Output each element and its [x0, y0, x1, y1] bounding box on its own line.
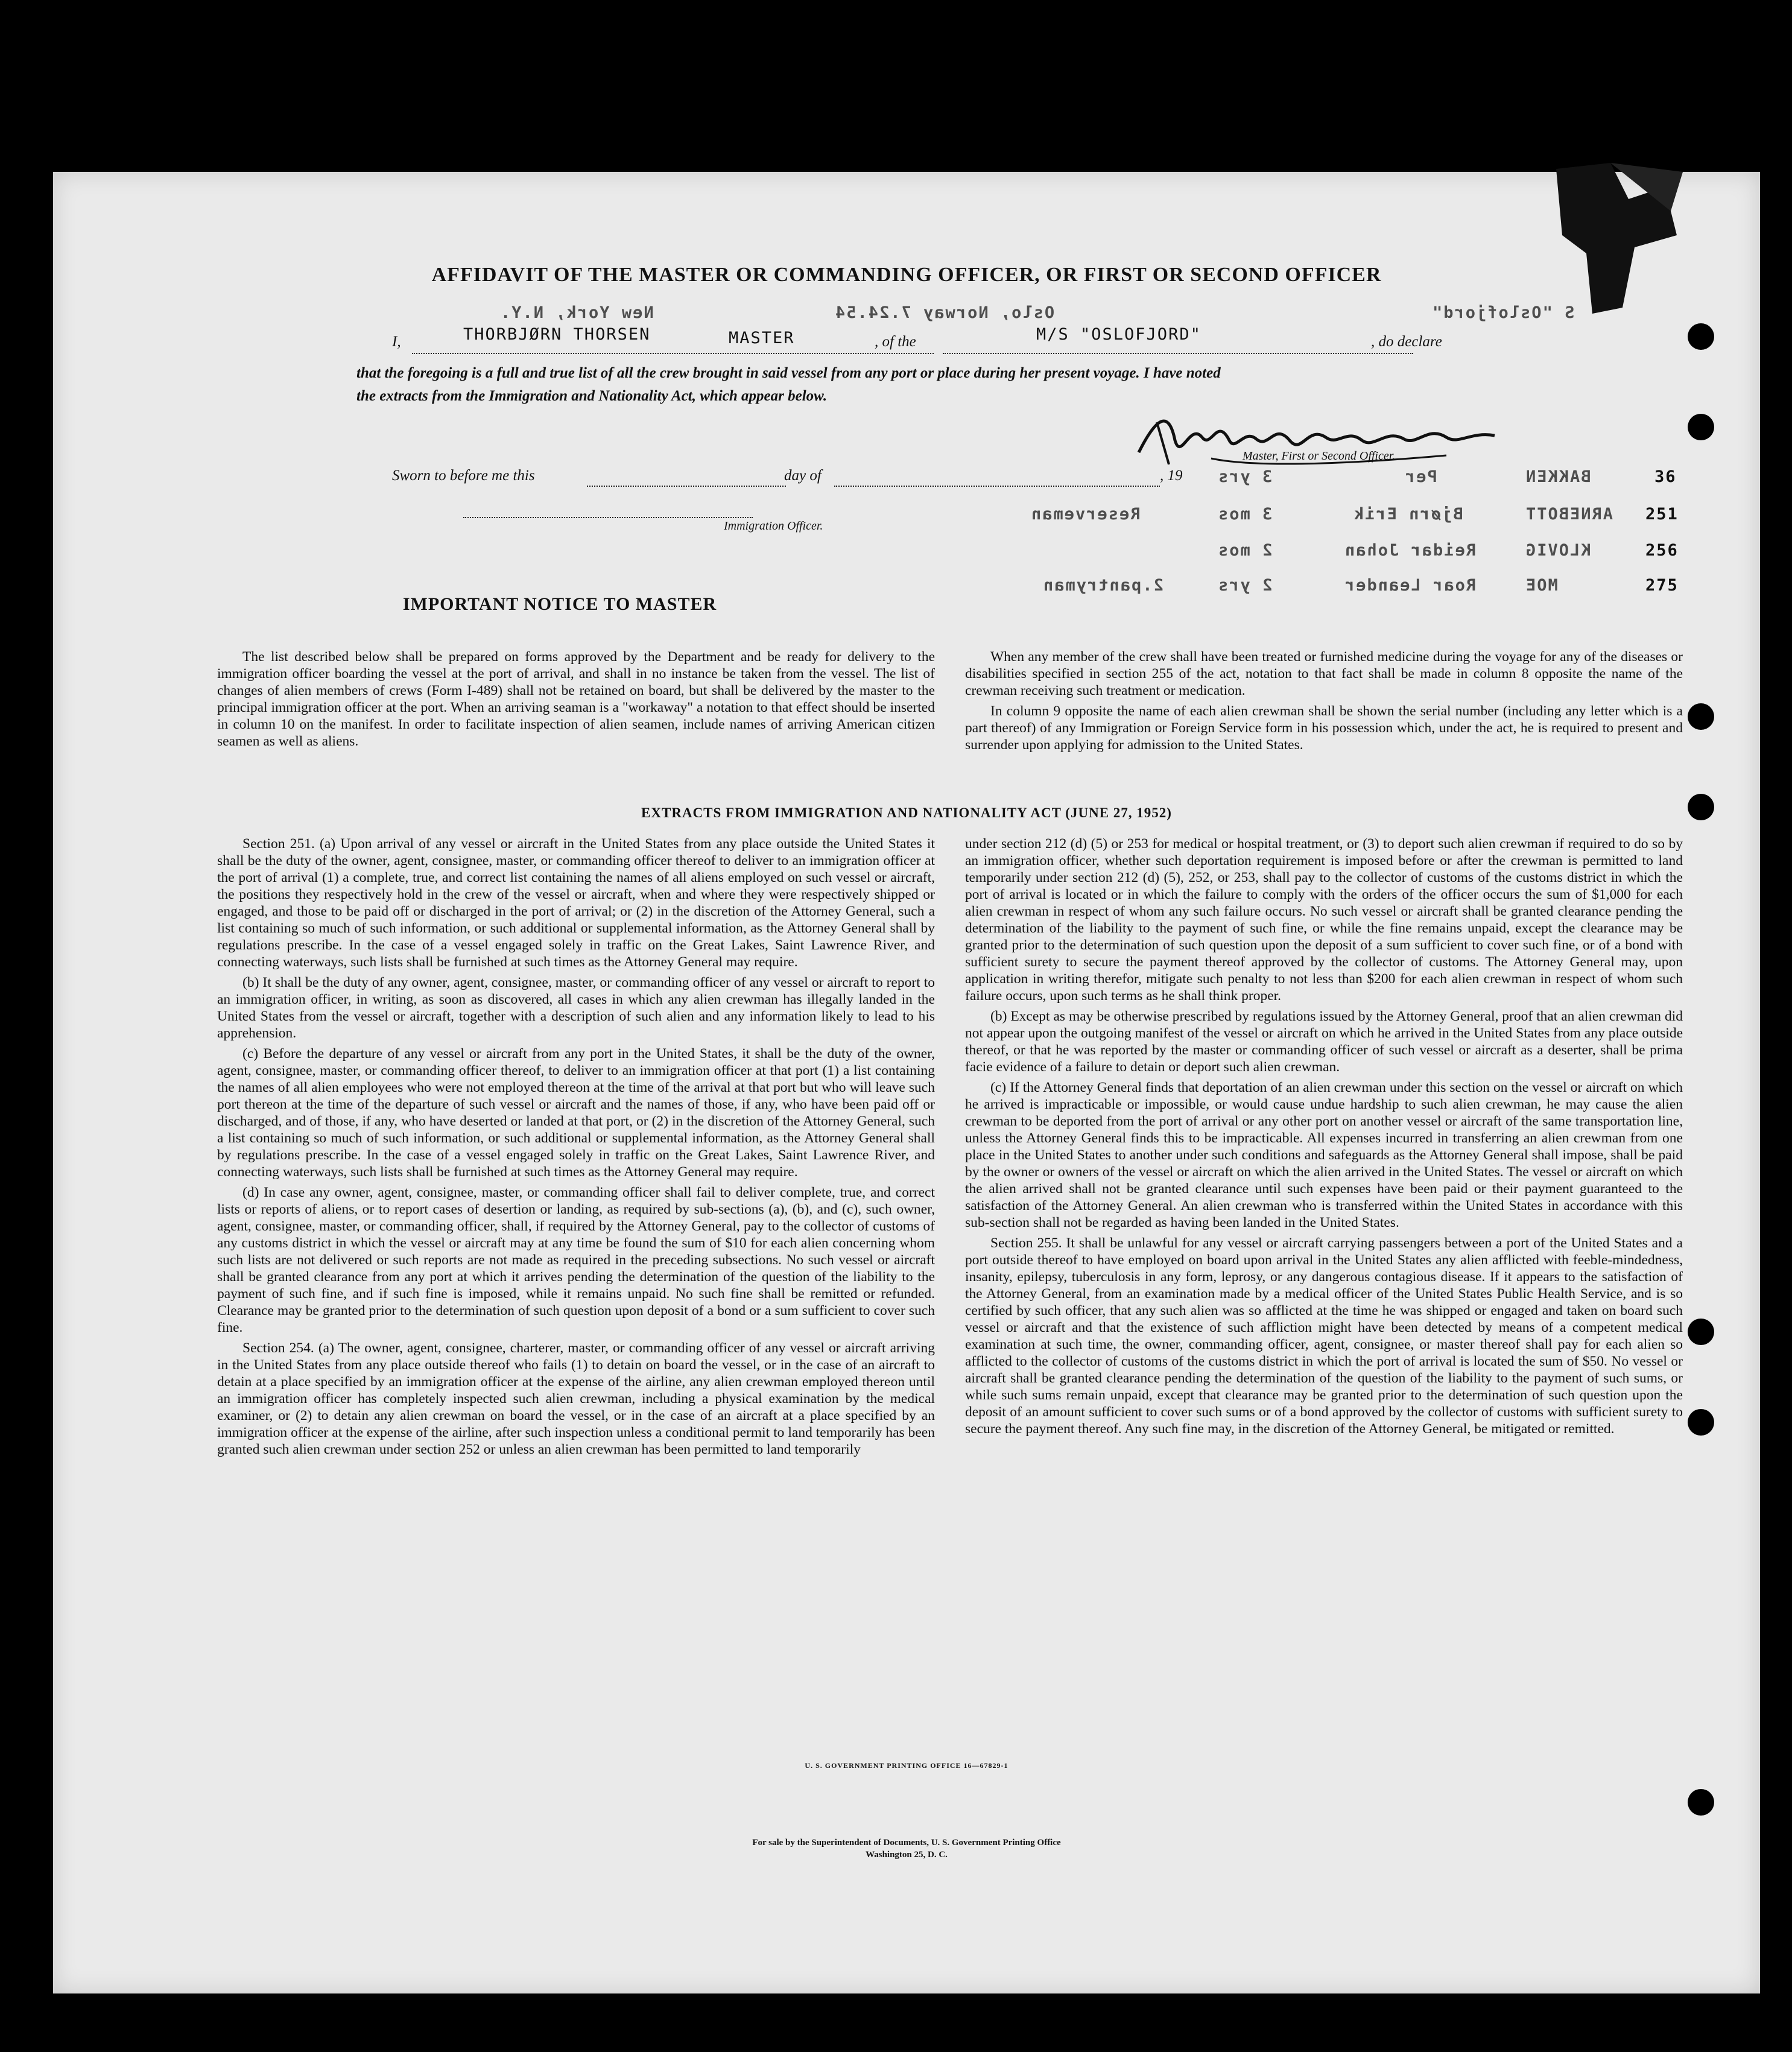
bleed-row-3-name: KLOVIG	[1525, 541, 1591, 560]
punch-hole	[1688, 1319, 1714, 1345]
bleed-row-1-given: Per	[1404, 467, 1437, 486]
sworn-month-underline	[834, 484, 1160, 487]
notice-right-column	[965, 648, 1683, 757]
page-title: AFFIDAVIT OF THE MASTER OR COMMANDING OFFICER, OR FIRST OR SECOND OFFICER	[431, 264, 1382, 286]
sworn-label: Sworn to before me this	[392, 467, 535, 484]
section-251-c: (c) Before the departure of any vessel or aircraft from any port in the United States, it shall be the duty of the owner, agent, consignee, master, or commanding officer thereof, to deliver to an immigration officer at that port (1) a list containing the names of all alien employees who were not employed thereon at the time of the arrival at that port but who will leave such port thereon at the time of the departure of such vessel or aircraft and the names of those, if any, who have been paid off or discharged, and of those, if any, who have deserted or landed at that port, or (2) in the discretion of the Attorney General, such a list containing so much of such information, or such additional or supplemental information, as the Attorney General shall by regulations prescribe. In the case of a vessel engaged solely in traffic on the Great Lakes, Saint Lawrence River, and connecting waterways, such lists shall be furnished at such times as the Attorney General may require.	[217, 1046, 935, 1180]
bleed-row-1-name: BAKKEN	[1525, 467, 1591, 486]
bleed-row-2-pos: Reserveman	[1030, 505, 1141, 524]
bleed-row-4-name: MOE	[1525, 576, 1558, 595]
printing-office-line: U. S. GOVERNMENT PRINTING OFFICE 16—67829-1	[805, 1761, 1008, 1770]
notice-left-column	[217, 648, 935, 753]
affidavit-text-line3: the extracts from the Immigration and Nationality Act, which appear below.	[356, 388, 828, 404]
notice-right-paragraph-1: When any member of the crew shall have been treated or furnished medicine during the voyage for any of the diseases or disabilities specified in section 255 of the act, notation to that fact shall be made in column 8 opposite the name of the crewman receiving such treatment or medication.	[965, 649, 1683, 698]
vessel-name: M/S "OSLOFJORD"	[1036, 325, 1202, 344]
document-page	[53, 172, 1760, 1993]
section-251-a: Section 251. (a) Upon arrival of any vessel or aircraft in the United States from any place outside the United States it shall be the duty of the owner, agent, consignee, master, or commanding officer thereof to deliver to an immigration officer at the port of arrival (1) a complete, true, and correct list containing the names of all aliens employed on such vessel or aircraft, the positions they respectively hold in the crew of the vessel or aircraft, when and where they were respectively shipped or engaged, and those to be paid off or discharged in the port of arrival; or (2) in the discretion of the Attorney General, such a list containing so much of such information, or such additional or supplemental information, as the Attorney General shall by regulations prescribe. In the case of a vessel engaged solely in traffic on the Great Lakes, Saint Lawrence River, and connecting waterways, such lists shall be furnished at such times as the Attorney General may require.	[217, 836, 935, 970]
section-254-a: Section 254. (a) The owner, agent, consignee, charterer, master, or commanding officer of any vessel or aircraft arriving in the United States from any place outside thereof who fails (1) to detain on board the vessel, or in the case of an aircraft to detain at a place specified by an immigration officer at the expense of the airline, any alien crewman employed thereon until an immigration officer has completely inspected such alien crewman, including a physical examination by the medical examiner, or (2) to detain any alien crewman on board the vessel, or in the case of an aircraft at a place specified by an immigration officer at the expense of the airline, after such inspection unless a conditional permit to land temporarily has been granted such alien crewman under section 252 or unless an alien crewman has been permitted to land temporarily	[217, 1340, 935, 1457]
punch-hole	[1688, 1789, 1714, 1816]
bleed-row-3-age: 2 mos	[1217, 541, 1273, 560]
torn-corner	[1544, 163, 1683, 320]
signature-caption: Master, First or Second Officer.	[1243, 449, 1396, 463]
bleed-row-1-no: 36	[1654, 467, 1677, 486]
punch-hole	[1688, 794, 1714, 820]
punch-hole	[1688, 323, 1714, 350]
section-251-d: (d) In case any owner, agent, consignee, master, or commanding officer shall fail to deliver complete, true, and correct lists or reports of aliens, or to report cases of desertion or landing, as required by sub-sections (a), (b), and (c), such owner, agent, consignee, master, or commanding officer, shall, if required by the Attorney General, pay to the collector of customs of any customs district in which the vessel or aircraft may at any time be found the sum of $10 for each alien concerning whom such lists are not delivered or such reports are not made as required in the preceding subsections. No such vessel or aircraft shall be granted clearance from any port at which it arrives pending the determination of the question of the liability to the payment of such fine, and if such fine is imposed, while it remains unpaid. No such fine shall be remitted or refunded. Clearance may be granted prior to the determination of such question upon deposit of a bond or a sum sufficient to cover such fine.	[217, 1185, 935, 1335]
section-254-c: (c) If the Attorney General finds that deportation of an alien crewman under this section on the vessel or aircraft on which he arrived is impracticable or impossible, or would cause undue hardship to such alien crewman, he may cause the alien crewman to be deported from the port of arrival or any other port on another vessel or aircraft of the same transportation line, unless the Attorney General finds this to be impracticable. All expenses incurred in transferring an alien crewman from one place in the United States to another under such conditions and safeguards as the Attorney General shall impose, shall be paid by the owner or owners of the vessel or aircraft on which the alien arrived in the United States. The vessel or aircraft on which the alien arrived shall not be granted clearance until such expenses have been paid or their payment guaranteed to the satisfaction of the Attorney General. An alien crewman who is transferred within the United States in accordance with this sub-section shall not be regarded as having been landed in the United States.	[965, 1080, 1683, 1230]
sworn-day-underline	[587, 484, 786, 487]
extracts-left-column	[217, 835, 935, 1461]
bleed-row-4-pos: 2.pantryman	[1042, 576, 1164, 595]
do-declare-label: , do declare	[1371, 334, 1442, 350]
bleed-through-ship: S "Oslofjord"	[1431, 303, 1575, 322]
of-the-label: , of the	[875, 334, 916, 350]
bleed-through-city: New York, N.Y.	[499, 303, 654, 322]
bleed-row-2-no: 251	[1645, 505, 1679, 524]
name-underline	[412, 352, 934, 354]
immigration-officer-underline	[463, 516, 753, 518]
section-255: Section 255. It shall be unlawful for any vessel or aircraft carrying passengers between a port of the United States and a port outside thereof to have employed on board upon arrival in the United States any alien afflicted with feeble-mindedness, insanity, epilepsy, tuberculosis in any form, leprosy, or any dangerous contagious disease. If it appears to the satisfaction of the Attorney General, from an examination made by a medical officer of the United States Public Health Service, and is so certified by such officer, that any such alien was so afflicted at the time he was shipped or engaged and taken on board such vessel or aircraft and that the existence of such affliction might have been detected by means of a competent medical examination at such time, the owner, commanding officer, agent, consignee, or master thereof shall pay for each alien so afflicted to the collector of customs of the customs district in which the port of arrival is located the sum of $50. No vessel or aircraft shall be granted clearance pending the determination of the question of the liability to the payment of such sums, or while such sums remain unpaid, except that clearance may be granted prior to the determination of such question upon the deposit of an amount sufficient to cover such sums or of a bond approved by the collector of customs with sufficient surety to secure the payment thereof. Any such fine may, in the discretion of the Attorney General, be mitigated or remitted.	[965, 1235, 1683, 1437]
bleed-row-3-given: Reidar Johan	[1344, 541, 1477, 560]
affidavit-i-label: I,	[392, 334, 401, 350]
immigration-officer-label: Immigration Officer.	[724, 519, 823, 533]
punch-hole	[1688, 414, 1714, 440]
bleed-through-date: Oslo, Norway 7.24.54	[834, 303, 1055, 322]
footer-line-1: For sale by the Superintendent of Documents, U. S. Government Printing Office	[752, 1838, 1061, 1848]
vessel-underline	[943, 352, 1413, 354]
year-label: , 19	[1160, 467, 1183, 484]
master-name: THORBJØRN THORSEN	[463, 325, 651, 344]
bleed-row-4-age: 2 yrs	[1217, 576, 1273, 595]
affidavit-text-line2: that the foregoing is a full and true list of all the crew brought in said vessel from any port or place during her present voyage. I have noted	[356, 365, 1221, 381]
footer	[53, 1837, 1760, 1861]
punch-hole	[1688, 703, 1714, 730]
day-of-label: day of	[784, 467, 822, 484]
bleed-row-4-given: Roar Leander	[1344, 576, 1477, 595]
extracts-right-column	[965, 835, 1683, 1441]
notice-left-paragraph: The list described below shall be prepared on forms approved by the Department and be ready for delivery to the immigration officer boarding the vessel at the port of arrival, and shall in no instance be taken from the vessel. The list of changes of alien members of crews (Form I-489) shall not be retained on board, but shall be delivered by the master to the principal immigration officer at the port. When an arriving seaman is a "workaway" a notation to that effect should be inserted in column 10 on the manifest. In order to facilitate inspection of alien seamen, include names of arriving American citizen seamen as well as aliens.	[217, 649, 935, 749]
notice-right-paragraph-2: In column 9 opposite the name of each alien crewman shall be shown the serial number (including any letter which is a part thereof) of any Immigration or Foreign Service form in his possession which, under the act, he is required to present and surrender upon applying for admission to the United States.	[965, 703, 1683, 753]
bleed-row-2-age: 3 mos	[1217, 505, 1273, 524]
punch-hole	[1688, 1409, 1714, 1436]
section-251-b: (b) It shall be the duty of any owner, agent, consignee, master, or commanding officer of any vessel or aircraft to report to an immigration officer, in writing, as soon as discovered, all cases in which any alien crewman has illegally landed in the United States from the vessel or aircraft, together with a description of such alien and any information likely to lead to his apprehension.	[217, 975, 935, 1041]
master-rank: MASTER	[729, 329, 795, 347]
notice-heading: IMPORTANT NOTICE TO MASTER	[402, 594, 717, 614]
section-254-a-continued: under section 212 (d) (5) or 253 for medical or hospital treatment, or (3) to deport such alien crewman if required to do so by an immigration officer, whether such deportation requirement is imposed before or after the crewman is permitted to land temporarily under section 212 (d) (5), 252, or 253, shall pay to the collector of customs of the customs district in which the port of arrival is located or in which the failure to comply with the orders of the officer occurs the sum of $1,000 for each alien crewman in respect of whom any such failure occurs. No such vessel or aircraft shall be granted clearance pending the determination of the liability to the payment of such fine, or while the fine remains unpaid, except the clearance may be granted prior to the determination of such question upon the deposit of a sum sufficient to cover such fine, or of a bond with sufficient surety to secure the payment thereof approved by the collector of customs. The Attorney General may, upon application in writing therefor, mitigate such penalty to not less than $200 for each alien crewman in respect of whom such failure occurs, upon such terms as he shall think proper.	[965, 836, 1683, 1004]
bleed-row-1-age: 3 yrs	[1217, 467, 1273, 486]
bleed-row-3-no: 256	[1645, 541, 1679, 560]
bleed-row-4-no: 275	[1645, 576, 1679, 595]
section-254-b: (b) Except as may be otherwise prescribed by regulations issued by the Attorney General, proof that an alien crewman did not appear upon the outgoing manifest of the vessel or aircraft on which he arrived in the United States from any place outside thereof, or that he was reported by the master or commanding officer of such vessel or aircraft as a deserter, shall be prima facie evidence of a failure to detain or deport such alien crewman.	[965, 1009, 1683, 1075]
footer-line-2: Washington 25, D. C.	[866, 1850, 948, 1860]
bleed-row-2-given: Bjørn Erik	[1353, 505, 1463, 524]
bleed-row-2-name: ARNEBOTT	[1525, 505, 1613, 524]
extracts-heading: EXTRACTS FROM IMMIGRATION AND NATIONALITY ACT (JUNE 27, 1952)	[641, 805, 1172, 820]
